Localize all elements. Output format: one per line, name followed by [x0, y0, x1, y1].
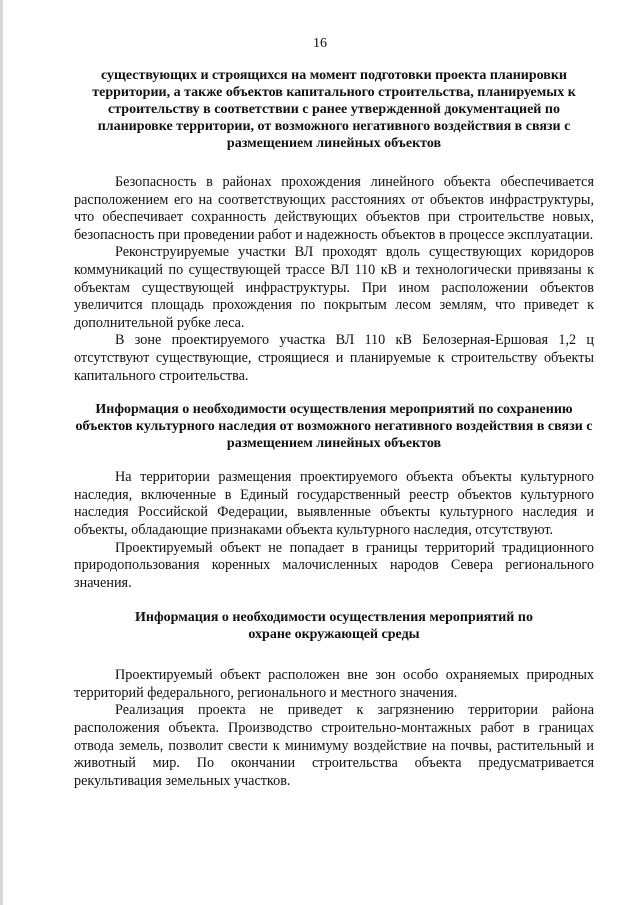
page-number: 16	[313, 36, 327, 51]
paragraph-protected-areas: Проектируемый объект расположен вне зон особо охраняемых природных территорий федерального, регионального и местного значения.	[74, 667, 594, 701]
paragraph-safety: Безопасность в районах прохождения линейного объекта обеспечивается расположением его на соответствующих расстояниях от объектов инфраструктуры, что обеспечивает сохранность действующих объектов при строительстве новых, безопасность при проведении работ и надежность объектов в процессе эксплуатации.	[74, 174, 594, 243]
paragraph-pollution: Реализация проекта не приведет к загрязнению территории района расположения объекта. Производство строительно-монтажных работ в границах отвода земель, позволит свести к минимуму воздействие на почвы, растительный и животный мир. По окончании строительства объекта предусматривается рекультивация земельных участков.	[74, 702, 594, 789]
paragraph-reconstruction: Реконструируемые участки ВЛ проходят вдоль существующих коридоров коммуникаций по существующей трассе ВЛ 110 кВ и технологически привязаны к объектам существующей инфраструктуры. При ином расположении объектов увеличится площадь прохождения по покрытым лесом землям, что приведет к дополнительной рубке леса.	[74, 244, 594, 331]
page-content	[74, 67, 594, 790]
section-heading-planning: существующих и строящихся на момент подготовки проекта планировки территории, а также объектов капитального строительства, планируемых к строительству в соответствии с ранее утвержденной документацией по планировке территории, от возможного негативного воздействия в связи с размещением линейных объектов	[92, 68, 576, 151]
section-heading-cultural-heritage: Информация о необходимости осуществления мероприятий по сохранению объектов культурного наследия от возможного негативного воздействия в связи с размещением линейных объектов	[75, 402, 593, 452]
paragraph-zone: В зоне проектируемого участка ВЛ 110 кВ Белозерная-Ершовая 1,2 ц отсутствуют существующие, строящиеся и планируемые к строительству объекты капитального строительства.	[74, 332, 594, 384]
paragraph-heritage-absent: На территории размещения проектируемого объекта объекты культурного наследия, включенные в Единый государственный реестр объектов культурного наследия Российской Федерации, выявленные объекты культурного наследия и объекты, обладающие признаками объекта культурного наследия, отсутствуют.	[74, 469, 594, 538]
paragraph-traditional-land-use: Проектируемый объект не попадает в границы территорий традиционного природопользования коренных малочисленных народов Севера регионального значения.	[74, 539, 594, 591]
scan-edge	[0, 0, 3, 905]
section-heading-environment: Информация о необходимости осуществления мероприятий по охране окружающей среды	[135, 610, 533, 643]
